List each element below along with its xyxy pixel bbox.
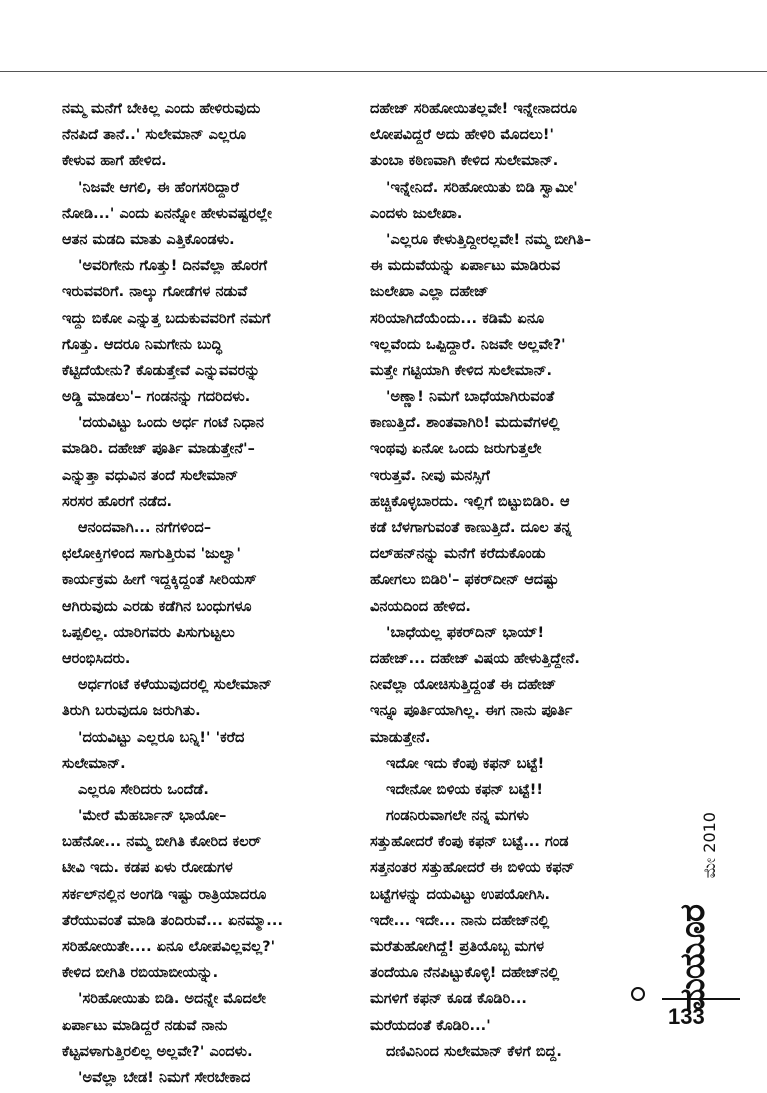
text-line: ಎನ್ನುತ್ತಾ ವಧುವಿನ ತಂದೆ ಸುಲೇಮಾನ್: [62, 467, 239, 484]
text-line: ಅರ್ಧಗಂಟೆ ಕಳೆಯುವುದರಲ್ಲಿ ಸುಲೇಮಾನ್: [78, 677, 272, 694]
text-line: ಗೊತ್ತು. ಆದರೂ ನಿಮಗೇನು ಬುದ್ಧಿ: [62, 336, 223, 353]
text-line: ಗಂಡನಿರುವಾಗಲೇ ನನ್ನ ಮಗಳು: [386, 808, 529, 825]
text-line: ಅಡ್ಡಿ ಮಾಡಲು'– ಗಂಡನನ್ನು ಗದರಿದಳು.: [62, 389, 251, 406]
text-line: ಕಡೆ ಬೆಳಗಾಗುವಂತೆ ಕಾಣುತ್ತಿದೆ. ದೂಲ ತನ್ನ: [370, 520, 572, 536]
text-line: ಏರ್ಪಾಟು ಮಾಡಿದ್ದರೆ ನಡುವೆ ನಾನು: [62, 1017, 228, 1034]
text-line: ಸತ್ತುಹೋದರೆ ಕೆಂಪು ಕಫನ್ ಬಟ್ಟೆ... ಗಂಡ: [370, 834, 569, 851]
text-line: ತಿರುಗಿ ಬರುವುದೂ ಜರುಗಿತು.: [62, 703, 201, 720]
text-line: ಎಂದಳು ಜುಲೇಖಾ.: [370, 205, 463, 222]
text-line: 'ಅವೆಲ್ಲಾ ಬೇಡ! ನಿಮಗೆ ಸೇರಬೇಕಾದ: [78, 1069, 251, 1086]
page-number-rule: [662, 998, 740, 1000]
text-line: 'ಬಾಧೆಯಲ್ಲ ಫಕರ್‌ದಿನ್ ಭಾಯ್!: [386, 624, 545, 641]
text-line: 'ನಿಜವೇ ಆಗಲಿ, ಈ ಹೆಂಗಸರಿದ್ದಾರೆ: [78, 179, 240, 196]
text-line: ಬಟ್ಟೆಗಳನ್ನು ದಯವಿಟ್ಟು ಉಪಯೋಗಿಸಿ.: [370, 886, 551, 903]
magazine-name: ಮಯೂರ: [673, 905, 713, 1011]
text-line: ಕೇಳಿದ ಬೀಗಿತಿ ರಬಿಯಾಬೀಯನ್ನು.: [62, 965, 219, 982]
text-line: ಈ ಮದುವೆಯನ್ನು ಏರ್ಪಾಟು ಮಾಡಿರುವ: [370, 258, 561, 275]
text-line: ಛಲೋಕ್ತಿಗಳಿಂದ ಸಾಗುತ್ತಿರುವ 'ಜುಲ್ವಾ': [62, 546, 242, 563]
text-line: ಸರಸರ ಹೊರಗೆ ನಡೆದ.: [62, 493, 173, 510]
text-line: ಇದ್ದು ಬಿಕೋ ಎನ್ನುತ್ತ ಬದುಕುವವರಿಗೆ ನಮಗೆ: [62, 310, 271, 327]
text-line: ಮಾಡುತ್ತೇನೆ.: [370, 729, 431, 746]
text-line: ಮಗಳಿಗೆ ಕಫನ್ ಕೂಡ ಕೊಡಿರಿ...: [370, 991, 527, 1008]
text-line: ಇರುವವರಿಗೆ. ನಾಲ್ಕು ಗೋಡೆಗಳ ನಡುವೆ: [62, 284, 248, 301]
text-line: ಒಪ್ಪಲಿಲ್ಲ. ಯಾರಿಗವರು ಪಿಸುಗುಟ್ಟಲು: [62, 624, 235, 641]
page-number: 133: [668, 1004, 705, 1029]
text-line: ದಹೇಜ್ ಸರಿಹೋಯಿತಲ್ಲವೇ! ಇನ್ನೇನಾದರೂ: [370, 101, 578, 117]
text-line: ಮರೆಯದಂತೆ ಕೊಡಿರಿ...': [370, 1017, 491, 1034]
text-line: ಟೀವಿ ಇದು. ಕಡಪ ಏಳು ರೋಡುಗಳ: [62, 860, 233, 877]
text-line: ಇದೋ ಇದು ಕೆಂಪು ಕಫನ್ ಬಟ್ಟೆ!: [386, 755, 545, 772]
text-line: ಲೋಪವಿದ್ದರೆ ಅದು ಹೇಳಿರಿ ಮೊದಲು!': [370, 127, 555, 144]
text-line: 'ದಯವಿಟ್ಟು ಒಂದು ಅರ್ಧ ಗಂಟೆ ನಿಧಾನ: [78, 415, 264, 432]
text-line: ಇರುತ್ತವೆ. ನೀವು ಮನಸ್ಸಿಗೆ: [370, 467, 490, 484]
text-line: ಇನ್ನೂ ಪೂರ್ತಿಯಾಗಿಲ್ಲ. ಈಗ ನಾನು ಪೂರ್ತಿ: [370, 703, 573, 720]
text-line: 'ಇನ್ನೇನಿದೆ. ಸರಿಹೋಯಿತು ಬಿಡಿ ಸ್ವಾಮೀ': [386, 179, 578, 196]
text-line: ಸರ್ಕಲ್‌ನಲ್ಲಿನ ಅಂಗಡಿ ಇಷ್ಟು ರಾತ್ರಿಯಾದರೂ: [62, 886, 267, 903]
text-line: 'ಎಲ್ಲರೂ ಕೇಳುತ್ತಿದ್ದೀರಲ್ಲವೇ! ನಮ್ಮ ಬೀಗಿತಿ–: [386, 231, 592, 248]
text-line: ಬಹೆನೋ... ನಮ್ಮ ಬೀಗಿತಿ ಕೋರಿದ ಕಲರ್: [62, 834, 262, 851]
text-line: ನಮ್ಮ ಮನೆಗೆ ಬೇಕಿಲ್ಲ ಎಂದು ಹೇಳಿರುವುದು: [62, 101, 261, 117]
text-line: ಆರಂಭಿಸಿದರು.: [62, 650, 131, 667]
text-line: ದಣಿವಿನಿಂದ ಸುಲೇಮಾನ್ ಕೆಳಗೆ ಬಿದ್ದ.: [386, 1043, 562, 1060]
text-line: ಕಾರ್ಯಕ್ರಮ ಹೀಗೆ ಇದ್ದಕ್ಕಿದ್ದಂತೆ ಸೀರಿಯಸ್: [62, 572, 257, 589]
text-line: ಕೆಟ್ಟಿದೆಯೇನು? ಕೊಡುತ್ತೇವೆ ಎನ್ನುವವರನ್ನು: [62, 362, 260, 379]
text-line: ಜುಲೇಖಾ ಎಲ್ಲಾ ದಹೇಜ್: [370, 284, 489, 301]
text-line: ನೋಡಿ...' ಎಂದು ಏನನ್ನೋ ಹೇಳುವಷ್ಟರಲ್ಲೇ: [62, 205, 272, 222]
text-line: ಇಲ್ಲವೆಂದು ಒಪ್ಪಿದ್ದಾರೆ. ನಿಜವೇ ಅಲ್ಲವೇ?': [370, 336, 566, 353]
text-line: ದಹೇಜ್... ದಹೇಜ್ ವಿಷಯ ಹೇಳುತ್ತಿದ್ದೇನೆ.: [370, 650, 580, 667]
text-line: ಸುಲೇಮಾನ್.: [62, 755, 126, 772]
text-line: ಮರೆತುಹೋಗಿದ್ದೆ! ಪ್ರತಿಯೊಬ್ಬ ಮಗಳ: [370, 939, 545, 955]
text-line: ವಿನಯದಿಂದ ಹೇಳಿದ.: [370, 598, 471, 615]
text-line: ಸರಿಹೋಯಿತೇ.... ಏನೂ ಲೋಪವಿಲ್ಲವಲ್ಲ?': [62, 939, 276, 955]
text-line: ಆಗಿರುವುದು ಎರಡು ಕಡೆಗಿನ ಬಂಧುಗಳೂ: [62, 598, 252, 615]
text-line: ಕೆಟ್ಟವಳಾಗುತ್ತಿರಲಿಲ್ಲ ಅಲ್ಲವೇ?' ಎಂದಳು.: [62, 1043, 253, 1060]
text-line: ಮಾಡಿರಿ. ದಹೇಜ್ ಪೂರ್ತಿ ಮಾಡುತ್ತೇನೆ'–: [62, 441, 255, 458]
text-line: ಮತ್ತೇ ಗಟ್ಟಿಯಾಗಿ ಕೇಳಿದ ಸುಲೇಮಾನ್.: [370, 362, 553, 379]
text-line: ಹಚ್ಚಿಕೊಳ್ಳಬಾರದು. ಇಲ್ಲಿಗೆ ಬಿಟ್ಟುಬಿಡಿರಿ. ಆ: [370, 493, 570, 510]
text-line: ನೀವೆಲ್ಲಾ ಯೋಚಿಸುತ್ತಿದ್ದಂತೆ ಈ ದಹೇಜ್: [370, 677, 557, 694]
text-line: ತುಂಬಾ ಕಠಿಣವಾಗಿ ಕೇಳಿದ ಸುಲೇಮಾನ್.: [370, 153, 559, 170]
text-line: ಆನಂದವಾಗಿ... ನಗೆಗಳಿಂದ–: [78, 520, 212, 536]
text-line: ನೆನಪಿದೆ ತಾನೆ..' ಸುಲೇಮಾನ್ ಎಲ್ಲರೂ: [62, 127, 246, 144]
text-line: ದಲ್‌ಹನ್‌ನನ್ನು ಮನೆಗೆ ಕರೆದುಕೊಂಡು: [370, 546, 546, 563]
left-column: [62, 96, 347, 1091]
right-column: [370, 96, 656, 1065]
text-line: ಕಾಣುತ್ತಿದೆ. ಶಾಂತವಾಗಿರಿ! ಮದುವೆಗಳಲ್ಲಿ: [370, 415, 560, 432]
text-line: 'ಮೇರೆ ಮೆಹರ್ಬಾನ್ ಭಾಯೋ–: [78, 808, 227, 825]
header-rule: [0, 71, 767, 72]
text-line: ಇದೇನೋ ಬಿಳಿಯ ಕಫನ್ ಬಟ್ಟೆ!!: [386, 781, 544, 798]
text-line: ಹೋಗಲು ಬಿಡಿರಿ'– ಫಕರ್‌ದೀನ್ ಆದಷ್ಟು: [370, 572, 559, 589]
text-line: ಇದೇ... ಇದೇ... ನಾನು ದಹೇಜ್‌ನಲ್ಲಿ: [370, 912, 550, 929]
issue-date: ಮೇ 2010: [700, 812, 719, 879]
text-line: 'ದಯವಿಟ್ಟು ಎಲ್ಲರೂ ಬನ್ನಿ!' 'ಕರೆದ: [78, 729, 245, 746]
text-line: ತಂದೆಯೂ ನೆನಪಿಟ್ಟುಕೊಳ್ಳಿ! ದಹೇಜ್‌ನಲ್ಲಿ: [370, 965, 560, 982]
text-line: ಎಲ್ಲರೂ ಸೇರಿದರು ಒಂದೆಡೆ.: [78, 781, 209, 798]
circle-ornament-icon: [631, 987, 645, 1001]
text-line: ಸರಿಯಾಗಿದೆಯೆಂದು... ಕಡಿಮೆ ಏನೂ: [370, 310, 545, 327]
text-line: 'ಅವರಿಗೇನು ಗೊತ್ತು! ದಿನವೆಲ್ಲಾ ಹೊರಗೆ: [78, 258, 268, 275]
text-line: ಆತನ ಮಡದಿ ಮಾತು ಎತ್ತಿಕೊಂಡಳು.: [62, 231, 235, 248]
text-line: 'ಅಣ್ಣಾ! ನಿಮಗೆ ಬಾಧೆಯಾಗಿರುವಂತೆ: [386, 389, 555, 406]
text-line: ಇಂಥವು ಏನೋ ಒಂದು ಜರುಗುತ್ತಲೇ: [370, 441, 542, 458]
text-line: 'ಸರಿಹೋಯಿತು ಬಿಡಿ. ಅದನ್ನೇ ಮೊದಲೇ: [78, 991, 266, 1008]
text-line: ಕೇಳುವ ಹಾಗೆ ಹೇಳಿದ.: [62, 153, 167, 170]
text-line: ಸತ್ತನಂತರ ಸತ್ತುಹೋದರೆ ಈ ಬಿಳಿಯ ಕಫನ್: [370, 860, 575, 877]
text-line: ತೆರೆಯುವಂತೆ ಮಾಡಿ ತಂದಿರುವೆ... ಏನಮ್ಮಾ...: [62, 912, 284, 929]
